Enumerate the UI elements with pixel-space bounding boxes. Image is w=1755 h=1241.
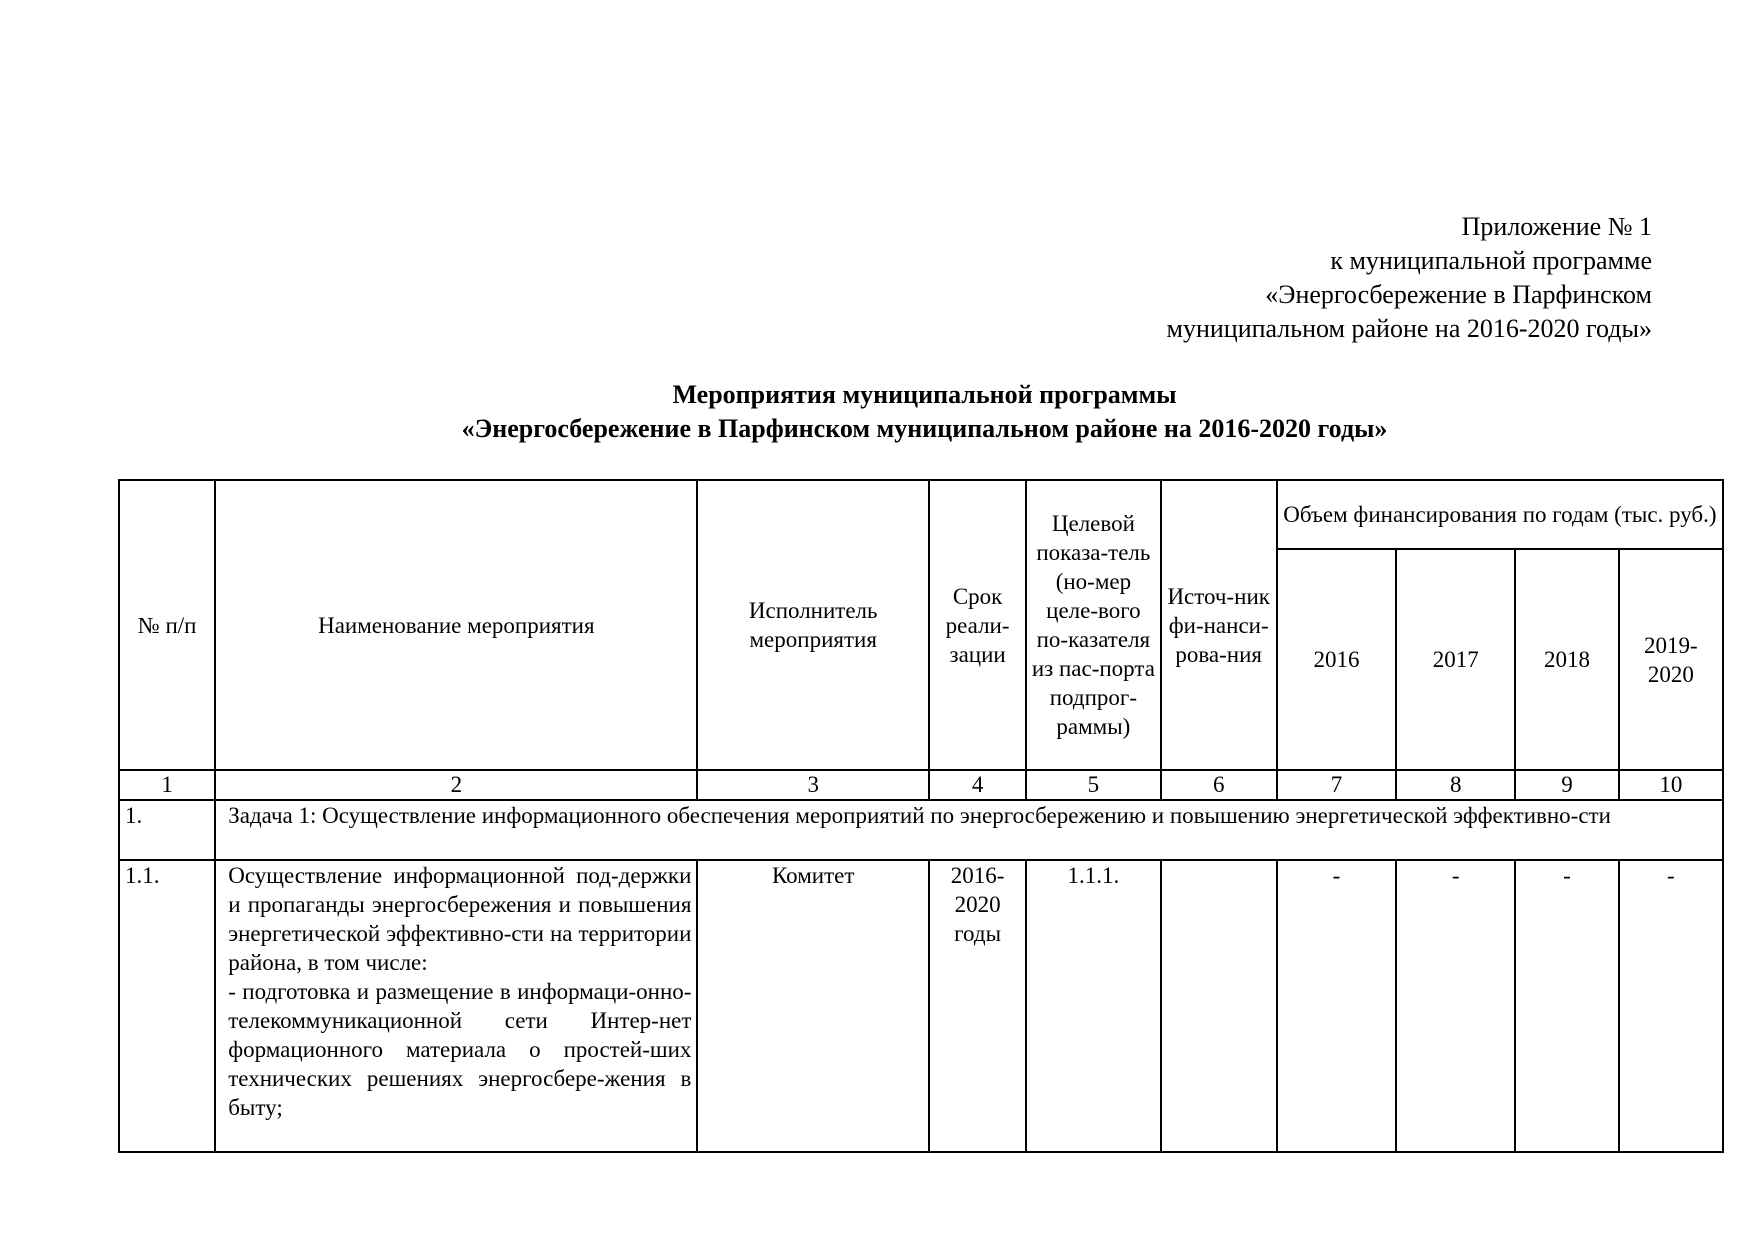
header-term: Срок реали-зации [929,480,1026,770]
column-number: 4 [929,770,1026,800]
row-num: 1.1. [119,860,215,1152]
task-num: 1. [119,800,215,860]
header-funding: Объем финансирования по годам (тыс. руб.) [1277,480,1723,549]
column-number: 6 [1161,770,1277,800]
column-number: 3 [697,770,929,800]
header-year-2019-2020: 2019-2020 [1619,549,1723,770]
row-name [215,860,697,1152]
row-value-2018: - [1515,860,1618,1152]
column-number: 7 [1277,770,1396,800]
row-value-2016: - [1277,860,1396,1152]
appendix-line-2: к муниципальной программе [1330,246,1652,275]
column-number: 8 [1396,770,1515,800]
appendix-line-4: муниципальном районе на 2016-2020 годы» [1166,314,1652,343]
column-numbers-row [119,770,1723,800]
appendix-line-3: «Энергосбережение в Парфинском [1265,280,1652,309]
row-target: 1.1.1. [1026,860,1160,1152]
measures-table [118,479,1724,1153]
header-name: Наименование мероприятия [215,480,697,770]
title-line-1: Мероприятия муниципальной программы [672,380,1177,409]
document-title [118,378,1731,446]
table-row [119,860,1723,1152]
column-number: 10 [1619,770,1723,800]
header-num: № п/п [119,480,215,770]
row-value-2019-2020: - [1619,860,1723,1152]
appendix-line-1: Приложение № 1 [1461,212,1652,241]
header-year-2018: 2018 [1515,549,1618,770]
row-value-2017: - [1396,860,1515,1152]
header-target: Целевой показа-тель (но-мер целе-вого по-казателя из пас-порта подпрог-раммы) [1026,480,1160,770]
row-source [1161,860,1277,1152]
row-term: 2016-2020 годы [929,860,1026,1152]
header-source: Источ-ник фи-нанси-рова-ния [1161,480,1277,770]
title-line-2: «Энергосбережение в Парфинском муниципальном районе на 2016-2020 годы» [461,414,1388,443]
appendix-block [1167,210,1652,346]
task-row [119,800,1723,860]
task-text: Задача 1: Осуществление информационного обеспечения мероприятий по энергосбережению и повышению энергетической эффективно-сти [215,800,1723,860]
header-year-2017: 2017 [1396,549,1515,770]
row-executor: Комитет [697,860,929,1152]
header-executor: Исполнитель мероприятия [697,480,929,770]
column-number: 5 [1026,770,1160,800]
column-number: 2 [215,770,697,800]
row-name-part-1: Осуществление информационной под-держки и пропаганды энергосбережения и повышения энергетической эффективно-сти на территории района, в том числе: [228,863,692,975]
column-number: 9 [1515,770,1618,800]
column-number: 1 [119,770,215,800]
header-year-2016: 2016 [1277,549,1396,770]
row-name-part-2: - подготовка и размещение в информаци-онно-телекоммуникационной сети Интер-нет формационного материала о простей-ших технических решениях энергосбере-жения в быту; [228,979,692,1120]
